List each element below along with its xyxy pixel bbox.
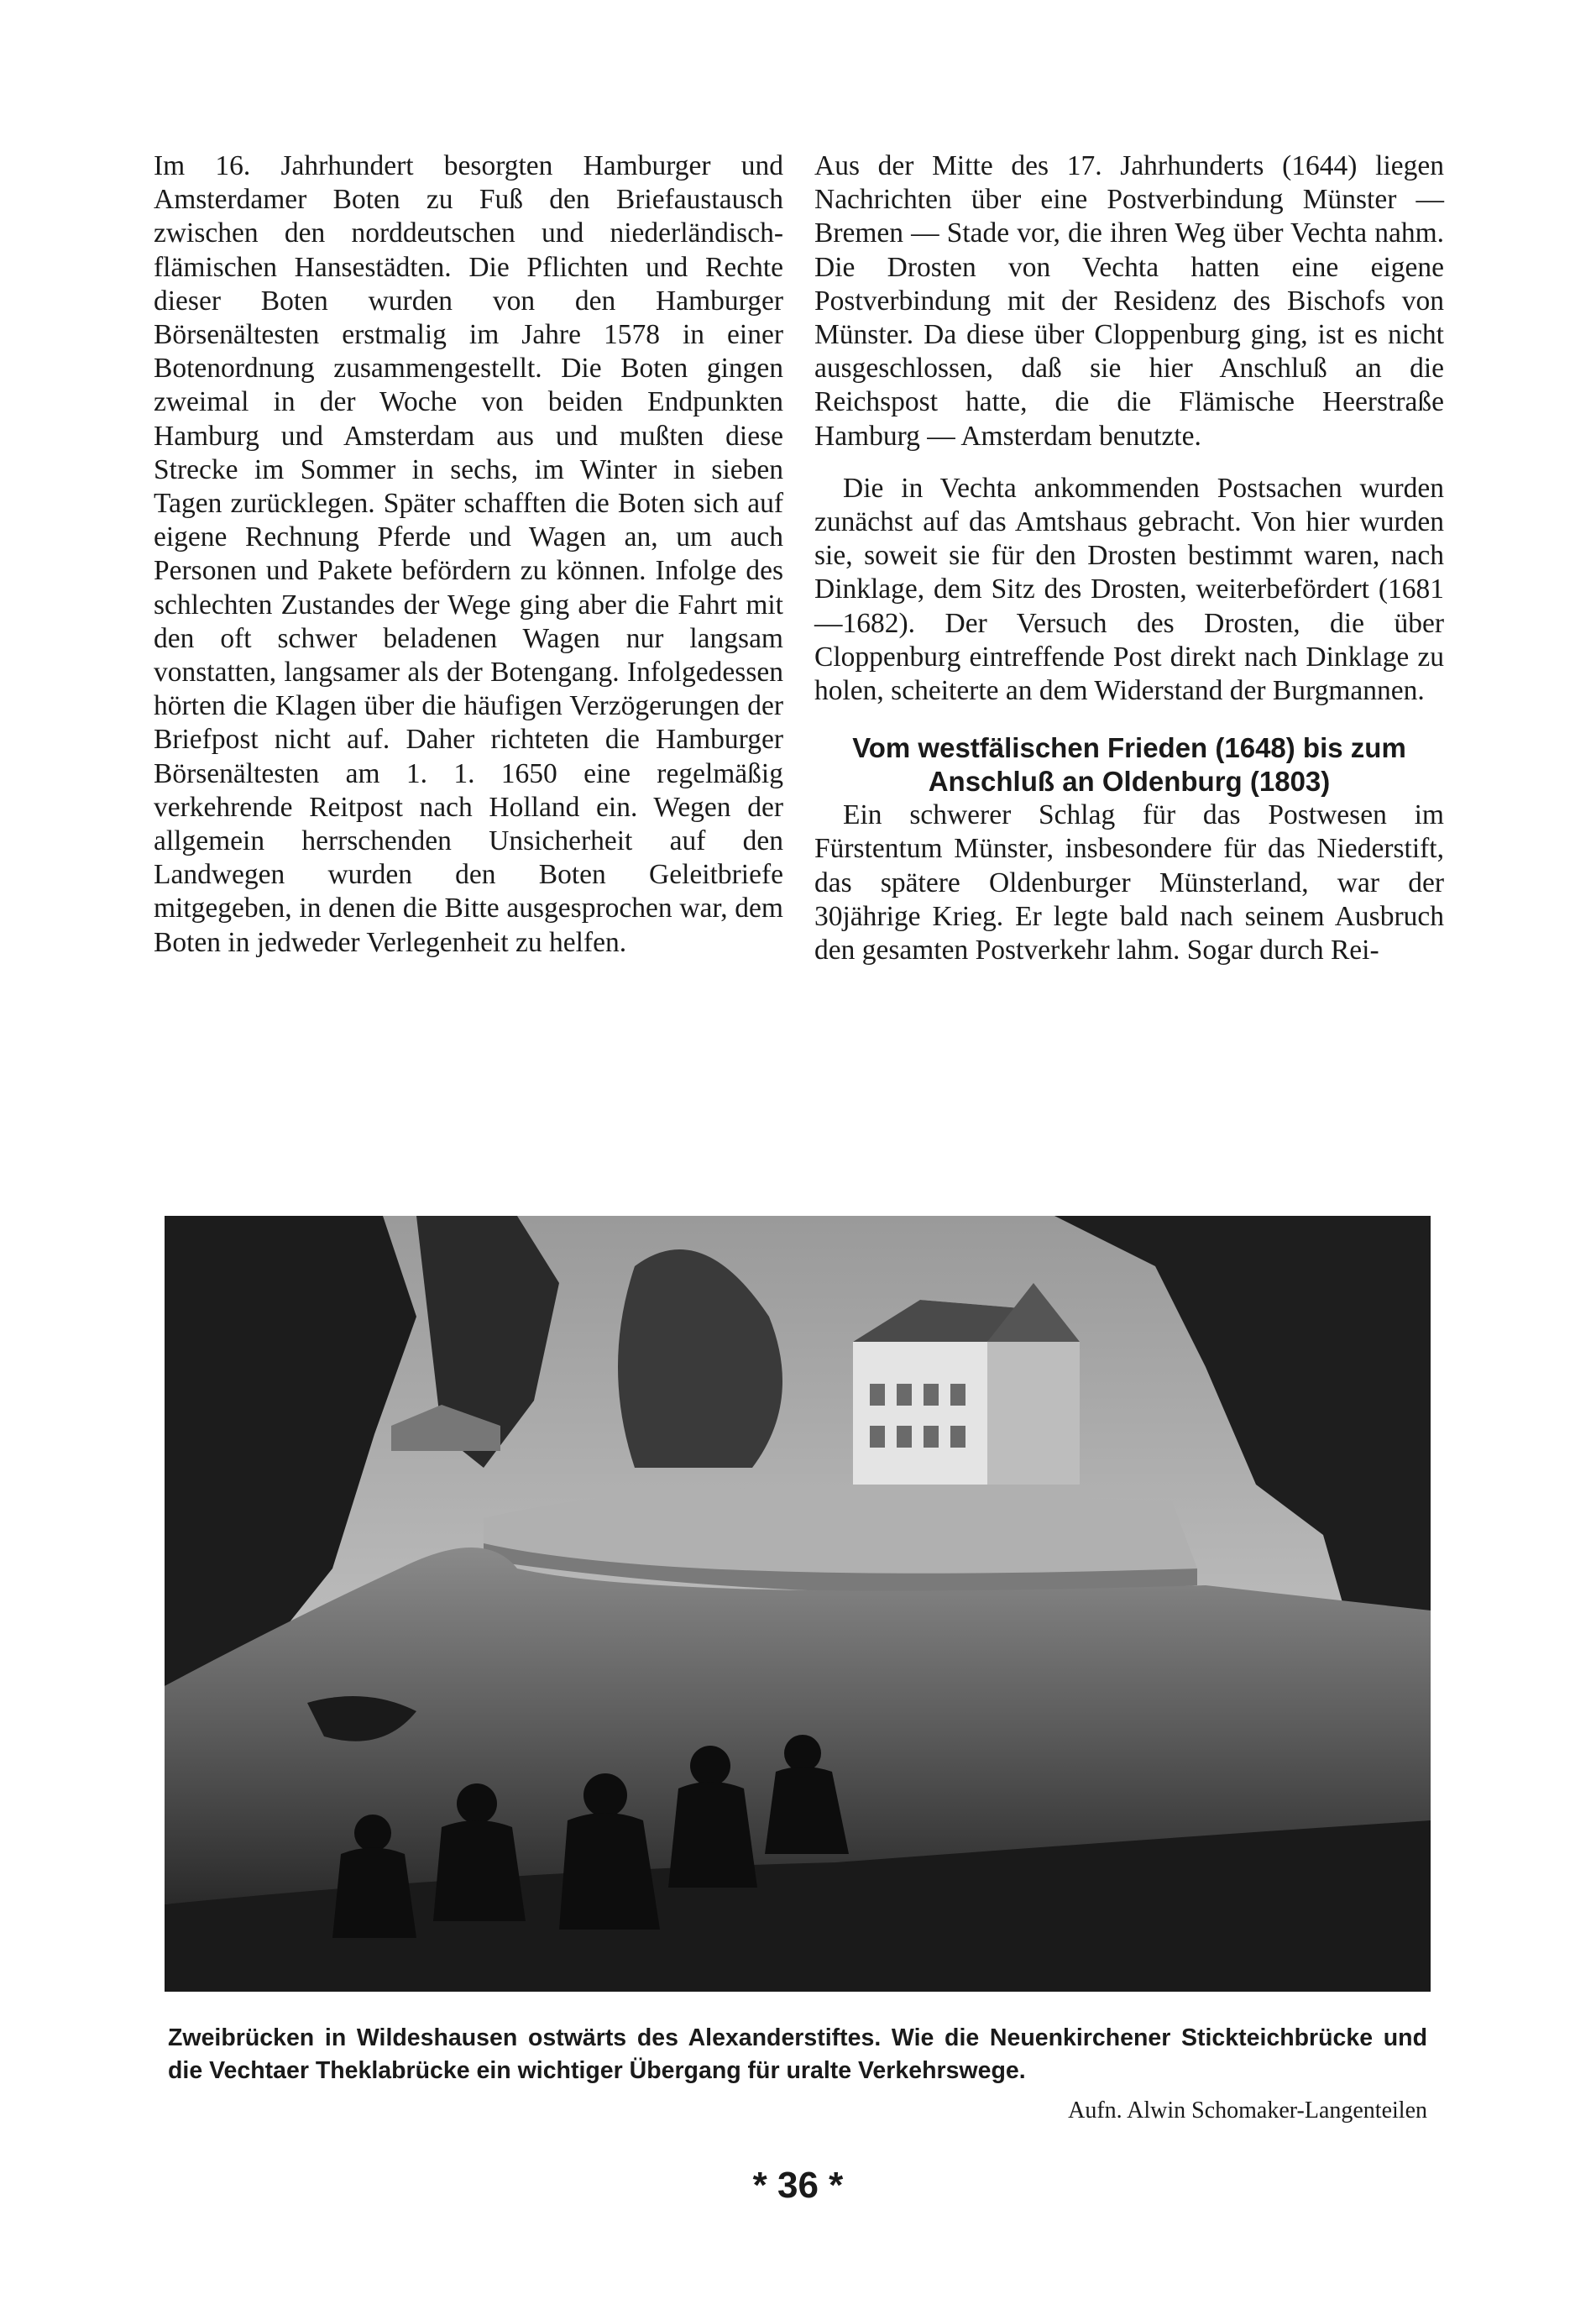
photo-credit: Aufn. Alwin Schomaker-Langenteilen (1068, 2097, 1427, 2124)
river-photograph (165, 1216, 1431, 1992)
figure-caption: Zweibrücken in Wildeshausen ostwärts des Alexanderstiftes. Wie die Neuenkirchener Stickteichbrücke und die Vechtaer Theklabrücke ein wichtiger Übergang für uralte Verkehrswege. (168, 2024, 1427, 2084)
section-heading: Vom westfälischen Frieden (1648) bis zum Anschluß an Oldenburg (1803) (852, 732, 1406, 798)
right-paragraph-1: Aus der Mitte des 17. Jahrhunderts (1644) liegen Nachrichten über eine Postverbindung Münster — Bremen — Stade vor, die ihren Weg über Vechta nahm. Die Drosten von Vechta hatten eine eigene Postverbindung mit der Residenz des Bischofs von Münster. Da diese über Cloppenburg ging, ist es nicht ausgeschlossen, daß sie hier Anschluß an die Reichspost hatte, die die Flämische Heerstraße Hamburg — Amsterdam benutzte. (814, 150, 1444, 452)
left-paragraph: Im 16. Jahrhundert besorgten Hamburger und Amsterdamer Boten zu Fuß den Briefaustausch zwischen den norddeutschen und niederländisch-flämischen Hansestädten. Die Pflichten und Rechte dieser Boten wurden von den Hamburger Börsenältesten erstmalig im Jahre 1578 in einer Botenordnung zusammengestellt. Die Boten gingen zweimal in der Woche von beiden Endpunkten Hamburg und Amsterdam aus und mußten diese Strecke im Sommer in sechs, im Winter in sieben Tagen zurücklegen. Später schafften die Boten sich auf eigene Rechnung Pferde und Wagen an, um auch Personen und Pakete befördern zu können. Infolge des schlechten Zustandes der Wege ging aber die Fahrt mit den oft schwer beladenen Wagen nur langsam vonstatten, langsamer als der Botengang. Infolgedessen hörten die Klagen über die häufigen Verzögerungen der Briefpost nicht auf. Daher richteten die Hamburger Börsenältesten am 1. 1. 1650 eine regelmäßig verkehrende Reitpost nach Holland ein. Wegen der allgemein herrschenden Unsicherheit auf den Landwegen wurden den Boten Geleitbriefe mitgegeben, in denen die Bitte ausgesprochen war, dem Boten in jedweder Verlegenheit zu helfen. (154, 150, 783, 958)
right-paragraph-2: Die in Vechta ankommenden Postsachen wurden zunächst auf das Amtshaus gebracht. Von hier wurden sie, soweit sie für den Drosten bestimmt waren, nach Dinklage, dem Sitz des Drosten, weiterbefördert (1681—1682). Der Versuch des Drosten, die über Cloppenburg eintreffende Post direkt nach Dinklage zu holen, scheiterte an dem Widerstand der Burgmannen. (814, 472, 1444, 707)
page-number: * 36 * (752, 2165, 844, 2206)
right-text-column (814, 149, 1444, 967)
right-paragraph-3: Ein schwerer Schlag für das Postwesen im Fürstentum Münster, insbesondere für das Niederstift, das spätere Oldenburger Münsterland, war der 30jährige Krieg. Er legte bald nach seinem Ausbruch den gesamten Postverkehr lahm. Sogar durch Rei- (814, 799, 1444, 966)
left-text-column (154, 149, 783, 960)
